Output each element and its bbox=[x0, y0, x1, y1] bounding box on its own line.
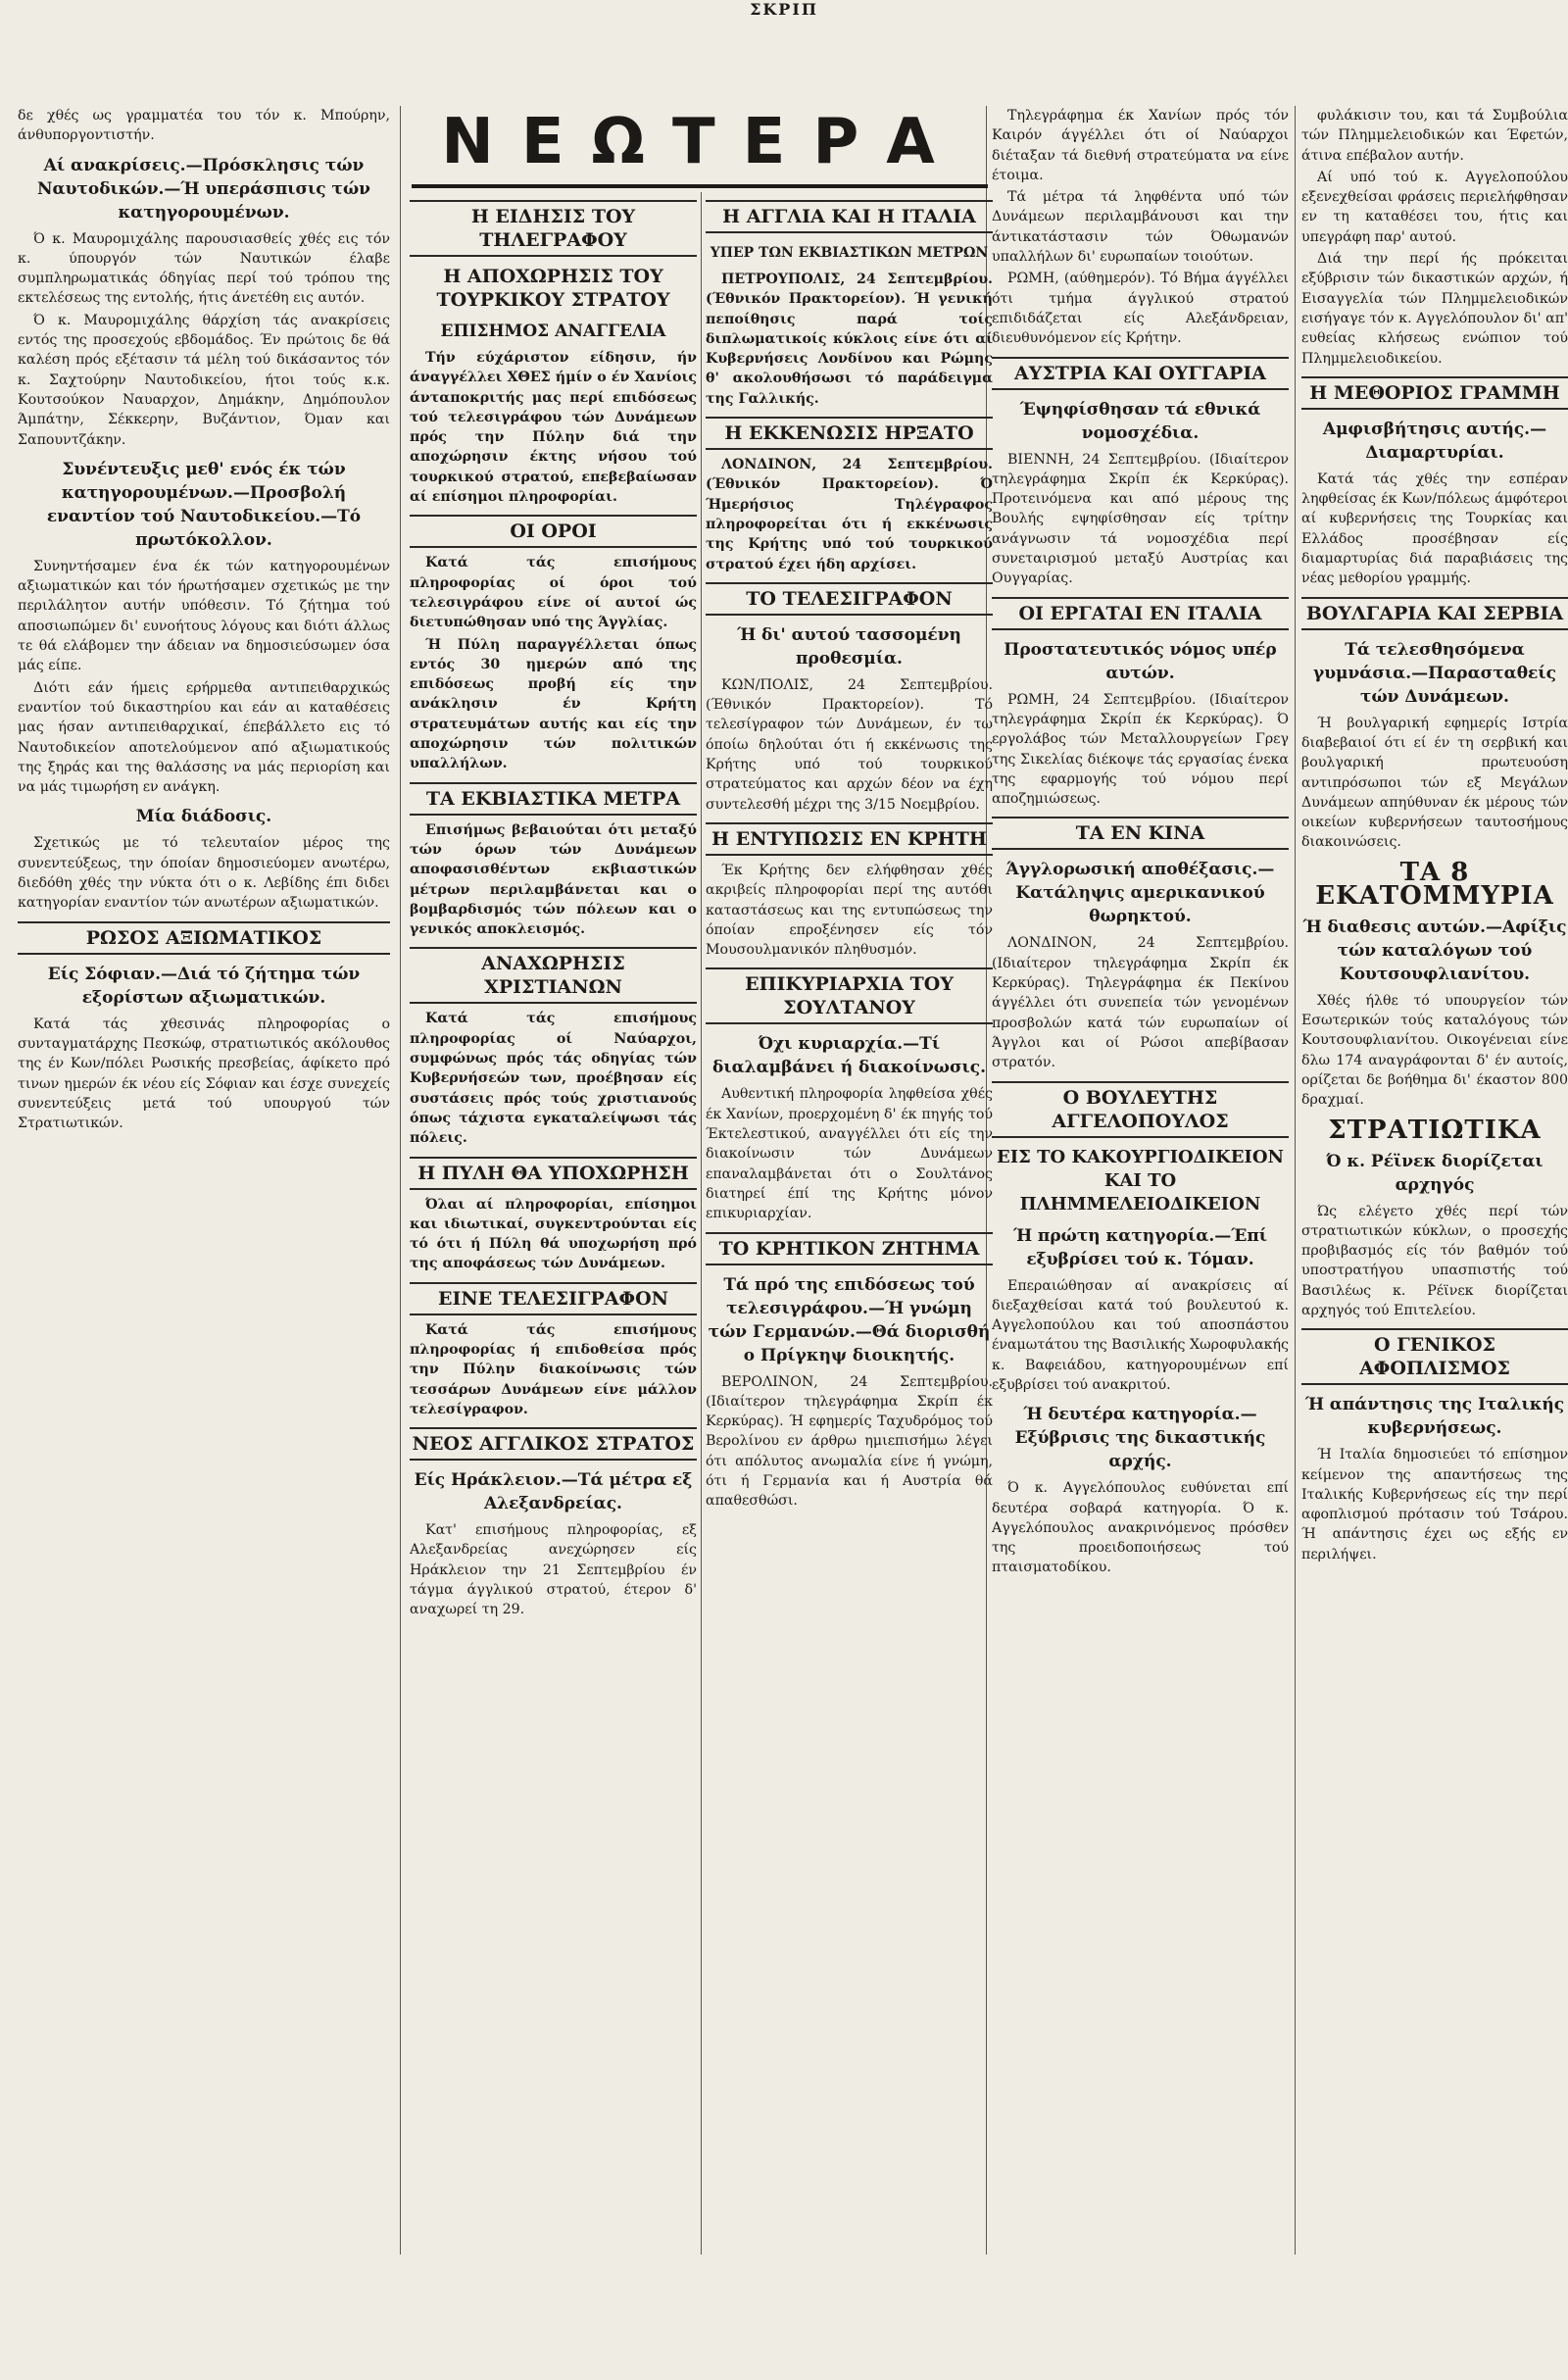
headline: ΡΩΣΟΣ ΑΞΙΩΜΑΤΙΚΟΣ bbox=[18, 921, 390, 955]
headline: Η ΑΓΓΛΙΑ ΚΑΙ Η ΙΤΑΛΙΑ bbox=[706, 200, 993, 233]
headline: ΤΑ ΕΚΒΙΑΣΤΙΚΑ ΜΕΤΡΑ bbox=[410, 782, 697, 816]
subheadline: Όχι κυριαρχία.—Τί διαλαμβάνει ή διακοίνωσις. bbox=[712, 1034, 986, 1078]
paragraph: Χθές ήλθε τό υπουργείον τών Εσωτερικών τούς καταλόγους τών Κουτσουφλιανίτου. Οικογένειαι είνε δλω 174 αναγράφονται δ' έν αυτοίς, ορίζεται δε βοήθημα δι' έκαστον 800 δραχμαί. bbox=[1301, 992, 1568, 1109]
column-1 bbox=[18, 106, 390, 2294]
paragraph: Κατά τάς χθές την εσπέραν ληφθείσας έκ Κων/πόλεως άμφότεροι αί κυβερνήσεις της Τουρκίας και Ελλάδος προσέβησαν είς διαμαρτυρίας διά παραβιάσεις της νέας μεθορίου γραμμής. bbox=[1301, 471, 1568, 587]
subheadline: Ό κ. Ρέϊνεκ διορίζεται αρχηγός bbox=[1326, 1151, 1544, 1195]
headline: Ο ΓΕΝΙΚΟΣ ΑΦΟΠΛΙΣΜΟΣ bbox=[1301, 1328, 1568, 1385]
paragraph: Όλαι αί πληροφορίαι, επίσημοι και ιδιωτικαί, συγκεντρούνται είς τό ότι ή Πύλη θά υποχωρήση πρό της αποφάσεως τών Δυνάμεων. bbox=[410, 1196, 697, 1272]
headline: Η ΕΙΔΗΣΙΣ ΤΟΥ ΤΗΛΕΓΡΑΦΟΥ bbox=[410, 200, 697, 257]
paragraph: ΠΕΤΡΟΥΠΟΛΙΣ, 24 Σεπτεμβρίου. (Έθνικόν Πρακτορείον). Ή γενική πεποίθησις παρά τοίς διπλωματικοίς κύκλοις είνε ότι αί Κυβερνήσεις Λονδίνου και Ρώμης θ' ακολουθήσωσι τό παράδειγμα της Γαλλικής. bbox=[706, 272, 993, 407]
headline: Η ΠΥΛΗ ΘΑ ΥΠΟΧΩΡΗΣΗ bbox=[410, 1157, 697, 1190]
intro-text: δε χθές ως γραμματέα του τόν κ. Μπούρην, άνθυποργοντιστήν. bbox=[18, 108, 390, 144]
paragraph: Ό κ. Μαυρομιχάλης παρουσιασθείς χθές εις τόν κ. ύπουργόν τών Ναυτικών έλαβε συμπληρωματικάς όδηγίας περί τού τρόπου της εκτελέσεως της εντολής, ήτις άνετέθη εις αυτόν. bbox=[18, 230, 390, 307]
paragraph: Κατ' επισήμους πληροφορίας, εξ Αλεξανδρείας ανεχώρησεν είς Ηράκλειον την 21 Σεπτεμβρίου έν τάγμα άγγλικού στρατού, έτερον δ' αναχωρεί τη 29. bbox=[410, 1522, 697, 1618]
subheadline: Ή απάντησις της Ιταλικής κυβερνήσεως. bbox=[1304, 1395, 1565, 1439]
paragraph: Κατά τάς επισήμους πληροφορίας οί Ναύαρχοι, συμφώνως πρός τάς οδηγίας τών Κυβερνήσεών των, προέβησαν είς συστάσεις πρός τούς χριστιανούς όπως τάχιστα εγκαταλείψωσι τάς πόλεις. bbox=[410, 1011, 697, 1147]
headline: ΟΙ ΕΡΓΑΤΑΙ ΕΝ ΙΤΑΛΙΑ bbox=[992, 597, 1289, 630]
subheadline: ΥΠΕΡ ΤΩΝ ΕΚΒΙΑΣΤΙΚΩΝ ΜΕΤΡΩΝ bbox=[710, 245, 989, 261]
headline: ΒΟΥΛΓΑΡΙΑ ΚΑΙ ΣΕΡΒΙΑ bbox=[1301, 597, 1568, 630]
paragraph: ΚΩΝ/ΠΟΛΙΣ, 24 Σεπτεμβρίου. (Έθνικόν Πρακτορείον). Τό τελεσίγραφον τών Δυνάμεων, έν τω όποίω δηλούται ότι ή εκκένωσις της Κρήτης υπό τού τουρκικού στρατεύματος και αρχών δέον να έχη συντελεσθή μέχρι της 3/15 Νοεμβρίου. bbox=[706, 676, 993, 813]
headline: Συνέντευξις μεθ' ενός έκ τών κατηγορουμένων.—Προσβολή εναντίον τού Ναυτοδικείου.—Τό πρωτόκολλον. bbox=[46, 459, 362, 550]
headline: Η ΕΚΚΕΝΩΣΙΣ ΗΡΞΑΤΟ bbox=[706, 417, 993, 450]
paragraph: ΛΟΝΔΙΝΟΝ, 24 Σεπτεμβρίου. (Έθνικόν Πρακτορείον). Ό Ήμερήσιος Τηλέγραφος πληροφορείται ότι ή εκκένωσις της Κρήτης υπό τού τουρκικού στρατού έχει ήδη αρχίσει. bbox=[706, 457, 993, 572]
paragraph: Τά μέτρα τά ληφθέντα υπό τών Δυνάμεων περιλαμβάνουσι και την άντικατάστασιν τών Όθωμανών υπαλλήλων δι' ευρωπαίων τοιούτων. bbox=[992, 189, 1289, 266]
paragraph: Έκ Κρήτης δεν ελήφθησαν χθές ακριβείς πληροφορίαι περί της αυτόθι καταστάσεως και της εντυπώσεως την όποίαν επροξένησεν είς τόν Μουσουλμανικόν πληθυσμόν. bbox=[706, 862, 993, 959]
subheadline: Τά τελεσθησόμενα γυμνάσια.—Παρασταθείς τών Δυνάμεων. bbox=[1313, 639, 1556, 707]
column-2 bbox=[410, 192, 697, 2380]
subheadline: Έψηφίσθησαν τά εθνικά νομοσχέδια. bbox=[1019, 399, 1261, 443]
column-rule bbox=[400, 106, 401, 2255]
headline: ΝΕΟΣ ΑΓΓΛΙΚΟΣ ΣΤΡΑΤΟΣ bbox=[410, 1427, 697, 1461]
headline: ΕΙΣ ΤΟ ΚΑΚΟΥΡΓΙΟΔΙΚΕΙΟΝ ΚΑΙ ΤΟ ΠΛΗΜΜΕΛΕΙΟΔΙΚΕΙΟΝ bbox=[997, 1146, 1284, 1215]
paragraph: Ή βουλγαρική εφημερίς Ιστρία διαβεβαιοί ότι εί έν τη σερβική και βουλγαρική πρωτευούση αντιπρόσωποι τών εξ Μεγάλων Δυνάμεων απηύθυναν έκ μέρους τών οικείων κυβερνήσεων ταυτοσήμους διακοινώσεις. bbox=[1301, 715, 1568, 851]
paragraph: Ή Πύλη παραγγέλλεται όπως εντός 30 ημερών από της επιδόσεως προβή είς την ανάκλησιν έν Κρήτη στρατευμάτων αυτής και είς την αποχώρησιν τών πολιτικών υπαλλήλων. bbox=[410, 636, 697, 772]
paragraph: Αί υπό τού κ. Αγγελοπούλου εξενεχθείσαι φράσεις περιελήφθησαν εν τη καταθέσει του, ήτις και υπεγράφη παρ' αυτού. bbox=[1301, 169, 1568, 245]
subheadline: Ή διαθεσις αυτών.—Αφίξις τών καταλόγων τού Κουτσουφλιανίτου. bbox=[1302, 917, 1567, 984]
subheadline: Ή πρώτη κατηγορία.—Έπί εξυβρίσει τού κ. Τόμαν. bbox=[1012, 1225, 1268, 1269]
headline: ΕΠΙΚΥΡΙΑΡΧΙΑ ΤΟΥ ΣΟΥΛΤΑΝΟΥ bbox=[706, 967, 993, 1024]
paragraph: Συνηντήσαμεν ένα έκ τών κατηγορουμένων αξιωματικών και τόν ήρωτήσαμεν σχετικώς με την περιλάλητον αυτήν υπόθεσιν. Τό ζήτημα τού αποσιωπώμεν δι' ευνοήτους λόγους και διότι άλλως τε θά ελάβομεν την άδειαν να δημοσιεύσωμεν όσα μάς είπε. bbox=[18, 558, 390, 674]
paragraph: Διά την περί ής πρόκειται εξύβρισιν τών δικαστικών αρχών, ή Εισαγγελία τών Πλημμελειοδικών εισήγαγε τόν κ. Αγγελόπουλον δι' απ' ευθείας κλήσεως ενώπιον τού Πλημμελειοδικείου. bbox=[1301, 251, 1568, 367]
headline: ΑΥΣΤΡΙΑ ΚΑΙ ΟΥΓΓΑΡΙΑ bbox=[992, 357, 1289, 390]
headline: ΣΤΡΑΤΙΩΤΙΚΑ bbox=[1328, 1115, 1542, 1145]
subheadline: Είς Ηράκλειον.—Τά μέτρα εξ Αλεξανδρείας. bbox=[414, 1470, 693, 1514]
column-5 bbox=[1301, 106, 1568, 2294]
headline: ΤΟ ΤΕΛΕΣΙΓΡΑΦΟΝ bbox=[706, 582, 993, 616]
column-4 bbox=[992, 106, 1289, 2294]
paragraph: ΒΕΡΟΛΙΝΟΝ, 24 Σεπτεμβρίου. (Ιδιαίτερον τηλεγράφημα Σκρίπ έκ Κερκύρας). Ή εφημερίς Ταχυδρόμος τού Βερολίνου εν άρθρω ημιεπισήμω λέγει ότι απόλυτος ανωμαλία είνε ή γνώμη, ότι ή Γερμανία και ή Αυστρία θά απαθεσθώσι. bbox=[706, 1373, 993, 1510]
paragraph: Ό κ. Μαυρομιχάλης θάρχίση τάς ανακρίσεις εντός της προσεχούς εβδομάδος. Έν πρώτοις δε θά καλέση πρός εξέτασιν τά μέλη τού δικάσαντος τόν κ. Σαχτούρην Ναυτοδικείου, ήτοι τούς κ.κ. Κουτσούκον Ναυαρχον, Δημάκην, Δημόπουλον Άμπάτην, Σέκκερην, Βυζάντιον, Όμαν και Σαπουντζάκην. bbox=[18, 312, 390, 448]
headline: ΑΝΑΧΩΡΗΣΙΣ ΧΡΙΣΤΙΑΝΩΝ bbox=[410, 947, 697, 1004]
paragraph: Τηλεγράφημα έκ Χανίων πρός τόν Καιρόν άγγέλλει ότι οί Ναύαρχοι διέταξαν τά διεθνή στρατεύματα να είνε έτοιμα. bbox=[992, 108, 1289, 183]
paragraph: ΒΙΕΝΝΗ, 24 Σεπτεμβρίου. (Ιδιαίτερον τηλεγράφημα Σκρίπ έκ Κερκύρας). Προτεινόμενα και από μέρους της Βουλής εψηφίσθησαν είς τρίτην ανάγνωσιν τά νομοσχέδια περί συνεταιρισμού μεταξύ Αυστρίας και Ουγγαρίας. bbox=[992, 451, 1289, 587]
paragraph: Κατά τάς επισήμους πληροφορίας οί όροι τού τελεσιγράφου είνε οί αυτοί ώς διετυπώθησαν υπό της Άγγλίας. bbox=[410, 555, 697, 631]
paragraph: Αυθεντική πληροφορία ληφθείσα χθές έκ Χανίων, προερχομένη δ' έκ πηγής τού Έκτελεστικού, αναγγέλλει ότι είς την διακοίνωσιν τών Δυνάμεων επαναλαμβάνεται ότι ο Σουλτάνος διατηρεί έπί της Κρήτης μόνον επικυριαρχίαν. bbox=[706, 1086, 993, 1222]
top-line: ΣΚΡΙΠ bbox=[750, 0, 818, 19]
column-rule bbox=[701, 192, 702, 2255]
subheadline: ΕΠΙΣΗΜΟΣ ΑΝΑΓΓΕΛΙΑ bbox=[440, 322, 666, 341]
paragraph: Επισήμως βεβαιούται ότι μεταξύ τών όρων τών Δυνάμεων αποφασισθέντων εκβιαστικών μέτρων περιλαμβάνεται και ο βομβαρδισμός τών πόλεων και ο γενικός αποκλεισμός. bbox=[410, 821, 697, 938]
paragraph: Τήν εύχάριστον είδησιν, ήν άναγγέλλει ΧΘΕΣ ήμίν ο έν Χανίοις άνταποκριτής μας περί επιδόσεως τού τελεσιγράφου τών Δυνάμεων πρός την Πύλην διά την αποχώρησιν έκτης νήσου τού τουρκικού στρατού, επεβεβαίωσαν αί επίσημοι πληροφορίαι. bbox=[410, 350, 697, 506]
headline: Η ΜΕΘΟΡΙΟΣ ΓΡΑΜΜΗ bbox=[1301, 376, 1568, 410]
column-rule bbox=[1295, 106, 1296, 2255]
paragraph: Ό κ. Αγγελόπουλος ευθύνεται επί δευτέρα σοβαρά κατηγορία. Ό κ. Αγγελόπουλος ανακρινόμενος πρόσθεν της προειδοποιήσεως τού πταισματοδίκου. bbox=[992, 1480, 1289, 1576]
paragraph: Διότι εάν ήμεις ερήρμεθα αντιπειθαρχικώς εναντίον τού δικαστηρίου και εάν αι καταθέσεις μας ήσαν αντιπειθαρχικαί, έπεβάλλετο εις τό Ναυτοδικείον αποτελούμενον από αξιωματικούς της ξηράς και της θαλάσσης να μάς περιορίση και να μάς τιμωρήση εν ανάγκη. bbox=[18, 679, 390, 796]
masthead: ΝΕΩΤΕΡΑ bbox=[441, 106, 962, 178]
subheadline: Αμφισβήτησις αυτής.—Διαμαρτυρίαι. bbox=[1322, 419, 1547, 463]
headline: ΟΙ ΟΡΟΙ bbox=[410, 515, 697, 548]
paragraph: Ώς ελέγετο χθές περί τών στρατιωτικών κύκλων, ο προσεχής προβιβασμός είς τόν βαθμόν τού υποστρατήγου υπασπιστής τού Βασιλέως κ. Ρέϊνεκ διορίζεται αρχηγός τού Επιτελείου. bbox=[1301, 1203, 1568, 1318]
headline: ΤΑ 8 ΕΚΑΤΟΜΜΥΡΙΑ bbox=[1315, 857, 1554, 911]
headline: ΤΟ ΚΡΗΤΙΚΟΝ ΖΗΤΗΜΑ bbox=[706, 1232, 993, 1265]
paragraph: ΡΩΜΗ, 24 Σεπτεμβρίου. (Ιδιαίτερον τηλεγράφημα Σκρίπ έκ Κερκύρας). Ό εργολάβος τών Μεταλλουργείων Γρεγ της Σικελίας διέκοψε τάς εργασίας ένεκα της εφαρμογής τού νόμου περί αποζημιώσεως. bbox=[992, 691, 1289, 808]
subheadline: Ή δευτέρα κατηγορία.—Εξύβρισις της δικαστικής αρχής. bbox=[1014, 1405, 1266, 1472]
subheadline: Ή δι' αυτού τασσομένη προθεσμία. bbox=[737, 624, 961, 669]
headline: ΕΙΝΕ ΤΕΛΕΣΙΓΡΑΦΟΝ bbox=[410, 1282, 697, 1315]
headline: Η ΕΝΤΥΠΩΣΙΣ ΕΝ ΚΡΗΤΗ bbox=[706, 822, 993, 856]
paragraph: ΛΟΝΔΙΝΟΝ, 24 Σεπτεμβρίου. (Ιδιαίτερον τηλεγράφημα Σκρίπ έκ Κερκύρας). Τηλεγράφημα έκ Πεκίνου άγγέλλει ότι συνεπεία τών γενομένων προσβολών κατά τών ευρωπαίων οί Άγγλοι και οί Ρώσοι απεβίβασαν στρατόν. bbox=[992, 935, 1289, 1071]
headline: ΤΑ ΕΝ ΚΙΝΑ bbox=[992, 817, 1289, 850]
paragraph: Κατά τάς χθεσινάς πληροφορίας ο συνταγματάρχης Πεσκώφ, στρατιωτικός ακόλουθος της έν Κων/πόλει Ρωσικής πρεσβείας, άφίκετο πρό τινων ημερών έκ νέου είς Σόφιαν και έσχε συνεχείς συνεντεύξεις μετά τού υπουργού τών Στρατιωτικών. bbox=[18, 1016, 390, 1132]
headline: Ο ΒΟΥΛΕΥΤΗΣ ΑΓΓΕΛΟΠΟΥΛΟΣ bbox=[992, 1081, 1289, 1138]
paragraph: ΡΩΜΗ, (αύθημερόν). Τό Βήμα άγγέλλει ότι τμήμα άγγλικού στρατού επιδιδάζεται είς Αλεξάνδρειαν, διευθυνόμενον είς Κρήτην. bbox=[992, 271, 1289, 347]
paragraph: Ή Ιταλία δημοσιεύει τό επίσημον κείμενον της απαντήσεως της Ιταλικής Κυβερνήσεως είς την περί αφοπλισμού πρότασιν τού Τσάρου. Ή απάντησις έχει ως εξής εν περιλήψει. bbox=[1301, 1447, 1568, 1562]
headline: Αί ανακρίσεις.—Πρόσκλησις τών Ναυτοδικών.—Ή υπεράσπισις τών κατηγορουμένων. bbox=[37, 155, 370, 223]
headline: Μία διάδοσις. bbox=[135, 807, 272, 827]
subheadline: Τά πρό της επιδόσεως τού τελεσιγράφου.—Ή γνώμη τών Γερμανών.—Θά διορισθή ο Πρίγκηψ διοικητής. bbox=[708, 1274, 991, 1365]
subheadline: Είς Σόφιαν.—Διά τό ζήτημα τών εξορίστων αξιωματικών. bbox=[47, 964, 361, 1008]
paragraph: Σχετικώς με τό τελευταίον μέρος της συνεντεύξεως, την όποίαν δημοσιεύομεν ανωτέρω, διεδόθη χθές την νύκτα ότι ο κ. Λεβίδης έπι διδει κατηγορίαν εναντίον τών ανωτέρων αξιωματικών. bbox=[18, 835, 390, 912]
paragraph: φυλάκισιν του, και τά Συμβούλια τών Πλημμελειοδικών και Έφετών, άτινα επέβαλον αυτήν. bbox=[1301, 108, 1568, 164]
subheadline: Προστατευτικός νόμος υπέρ αυτών. bbox=[1004, 639, 1277, 683]
masthead-rule bbox=[412, 184, 988, 188]
column-3 bbox=[706, 192, 993, 2380]
paragraph: Κατά τάς επισήμους πληροφορίας ή επιδοθείσα πρός την Πύλην διακοίνωσις τών τεσσάρων Δυνάμεων είνε μάλλον τελεσίγραφον. bbox=[410, 1321, 697, 1417]
headline: Η ΑΠΟΧΩΡΗΣΙΣ ΤΟΥ ΤΟΥΡΚΙΚΟΥ ΣΤΡΑΤΟΥ bbox=[436, 266, 670, 311]
paragraph: Επεραιώθησαν αί ανακρίσεις αί διεξαχθείσαι κατά τού βουλευτού κ. Αγγελοπούλου και τού αποσπάστου έναμωτάτου της Βασιλικής Χωροφυλακής κ. Βαφειάδου, κατηγορουμένων επί εξυβρίσει τού ανακριτού. bbox=[992, 1277, 1289, 1393]
subheadline: Άγγλορωσική αποθέξασις.—Κατάληψις αμερικανικού θωρηκτού. bbox=[1005, 860, 1275, 927]
